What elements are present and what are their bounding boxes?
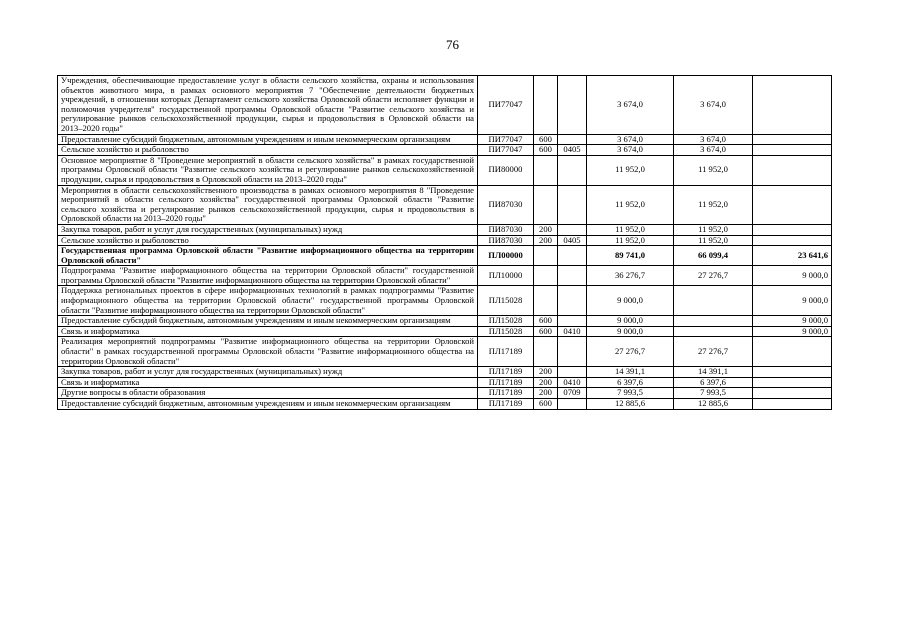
section-code-cell [558,224,587,235]
amount-cell-2: 9 000,0 [753,266,832,286]
section-code-cell [558,399,587,410]
table-row [58,377,832,388]
row-name-cell: Подпрограмма "Развитие информационного общества на территории Орловской области" государственной программы Орловской области "Развитие информационного общества на территории Орловской области" [58,266,478,286]
table-row [58,235,832,246]
table-row [58,266,832,286]
section-code-cell [558,286,587,316]
row-name-cell: Закупка товаров, работ и услуг для государственных (муниципальных) нужд [58,224,478,235]
section-code-cell: 0410 [558,377,587,388]
section-code-cell: 0405 [558,235,587,246]
section-code-cell [558,316,587,327]
amount-cell-2 [753,235,832,246]
total-amount-cell: 12 885,6 [587,399,674,410]
section-code-cell: 0410 [558,326,587,337]
row-name-cell: Связь и информатика [58,326,478,337]
target-article-code-cell: ПЛ17189 [478,337,534,367]
expense-type-cell: 200 [534,367,558,378]
table-row [58,246,832,266]
row-name-cell: Основное мероприятие 8 "Проведение мероприятий в области сельского хозяйства" в рамках государственной программы Орловской области "Развитие сельского хозяйства и регулирование рынков сельскохозяйственной продукции, сырья и продовольствия в Орловской области на 2013–2020 годы" [58,155,478,185]
amount-cell-1: 11 952,0 [674,235,753,246]
target-article-code-cell: ПЛ17189 [478,388,534,399]
amount-cell-2 [753,76,832,135]
table-row [58,224,832,235]
table-row [58,145,832,156]
section-code-cell [558,185,587,224]
amount-cell-1: 12 885,6 [674,399,753,410]
section-code-cell: 0405 [558,145,587,156]
amount-cell-2 [753,155,832,185]
total-amount-cell: 11 952,0 [587,224,674,235]
target-article-code-cell: ПЛ15028 [478,316,534,327]
total-amount-cell: 27 276,7 [587,337,674,367]
section-code-cell [558,266,587,286]
row-name-cell: Предоставление субсидий бюджетным, автономным учреждениям и иным некоммерческим организациям [58,399,478,410]
expense-type-cell: 600 [534,145,558,156]
amount-cell-2: 9 000,0 [753,286,832,316]
amount-cell-2: 9 000,0 [753,316,832,327]
row-name-cell: Учреждения, обеспечивающие предоставление услуг в области сельского хозяйства, охраны и использования объектов животного мира, в рамках основного мероприятия 7 "Обеспечение деятельности бюджетных учреждений, в отношении которых Департамент сельского хозяйства Орловской области исполняет функции и полномочия учредителя" государственной программы Орловской области "Развитие сельского хозяйства и регулирование рынков сельскохозяйственной продукции, сырья и продовольствия в Орловской области на 2013–2020 годы" [58,76,478,135]
target-article-code-cell: ПЛ00000 [478,246,534,266]
target-article-code-cell: ПИ77047 [478,76,534,135]
expense-type-cell: 200 [534,377,558,388]
target-article-code-cell: ПИ77047 [478,134,534,145]
total-amount-cell: 36 276,7 [587,266,674,286]
target-article-code-cell: ПИ87030 [478,224,534,235]
budget-table [57,75,832,410]
expense-type-cell [534,76,558,135]
section-code-cell: 0709 [558,388,587,399]
amount-cell-1: 3 674,0 [674,145,753,156]
amount-cell-1: 3 674,0 [674,134,753,145]
target-article-code-cell: ПИ87030 [478,185,534,224]
expense-type-cell [534,155,558,185]
row-name-cell: Предоставление субсидий бюджетным, автономным учреждениям и иным некоммерческим организациям [58,134,478,145]
target-article-code-cell: ПЛ17189 [478,377,534,388]
amount-cell-1: 11 952,0 [674,224,753,235]
row-name-cell: Поддержка региональных проектов в сфере информационных технологий в рамках подпрограммы "Развитие информационного общества на территории Орловской области" государственной программы Орловской области "Развитие информационного общества на территории Орловской области" [58,286,478,316]
amount-cell-2: 9 000,0 [753,326,832,337]
table-row [58,134,832,145]
total-amount-cell: 11 952,0 [587,155,674,185]
target-article-code-cell: ПЛ15028 [478,326,534,337]
section-code-cell [558,246,587,266]
section-code-cell [558,134,587,145]
row-name-cell: Связь и информатика [58,377,478,388]
amount-cell-2 [753,134,832,145]
expense-type-cell [534,266,558,286]
table-row [58,326,832,337]
amount-cell-1: 3 674,0 [674,76,753,135]
amount-cell-1: 7 993,5 [674,388,753,399]
expense-type-cell [534,185,558,224]
table-row [58,367,832,378]
total-amount-cell: 89 741,0 [587,246,674,266]
table-row [58,155,832,185]
table-row [58,337,832,367]
amount-cell-2 [753,224,832,235]
target-article-code-cell: ПИ77047 [478,145,534,156]
amount-cell-1: 66 099,4 [674,246,753,266]
total-amount-cell: 3 674,0 [587,134,674,145]
amount-cell-1 [674,326,753,337]
section-code-cell [558,76,587,135]
total-amount-cell: 7 993,5 [587,388,674,399]
total-amount-cell: 3 674,0 [587,76,674,135]
target-article-code-cell: ПИ87030 [478,235,534,246]
amount-cell-2 [753,399,832,410]
table-row [58,388,832,399]
total-amount-cell: 14 391,1 [587,367,674,378]
expense-type-cell: 600 [534,399,558,410]
amount-cell-2 [753,145,832,156]
amount-cell-2 [753,377,832,388]
target-article-code-cell: ПИ80000 [478,155,534,185]
section-code-cell [558,155,587,185]
total-amount-cell: 3 674,0 [587,145,674,156]
expense-type-cell [534,337,558,367]
row-name-cell: Реализация мероприятий подпрограммы "Развитие информационного общества на территории Орловской области" в рамках государственной программы Орловской области "Развитие информационного общества на территории Орловской области" [58,337,478,367]
table-row [58,76,832,135]
section-code-cell [558,337,587,367]
section-code-cell [558,367,587,378]
row-name-cell: Предоставление субсидий бюджетным, автономным учреждениям и иным некоммерческим организациям [58,316,478,327]
expense-type-cell [534,286,558,316]
amount-cell-1: 27 276,7 [674,266,753,286]
budget-table-body [58,76,832,410]
target-article-code-cell: ПЛ17189 [478,399,534,410]
amount-cell-1: 27 276,7 [674,337,753,367]
expense-type-cell: 200 [534,224,558,235]
table-row [58,399,832,410]
row-name-cell: Сельское хозяйство и рыболовство [58,235,478,246]
amount-cell-1: 11 952,0 [674,185,753,224]
amount-cell-1: 14 391,1 [674,367,753,378]
amount-cell-1 [674,286,753,316]
expense-type-cell: 600 [534,326,558,337]
total-amount-cell: 11 952,0 [587,235,674,246]
table-row [58,185,832,224]
amount-cell-2 [753,367,832,378]
amount-cell-1: 6 397,6 [674,377,753,388]
amount-cell-1 [674,316,753,327]
expense-type-cell: 200 [534,388,558,399]
row-name-cell: Государственная программа Орловской области "Развитие информационного общества на территории Орловской области" [58,246,478,266]
row-name-cell: Закупка товаров, работ и услуг для государственных (муниципальных) нужд [58,367,478,378]
total-amount-cell: 6 397,6 [587,377,674,388]
table-row [58,316,832,327]
amount-cell-2 [753,388,832,399]
expense-type-cell: 200 [534,235,558,246]
expense-type-cell: 600 [534,316,558,327]
target-article-code-cell: ПЛ17189 [478,367,534,378]
amount-cell-2: 23 641,6 [753,246,832,266]
total-amount-cell: 11 952,0 [587,185,674,224]
total-amount-cell: 9 000,0 [587,326,674,337]
row-name-cell: Другие вопросы в области образования [58,388,478,399]
row-name-cell: Мероприятия в области сельскохозяйственного производства в рамках основного мероприятия 8 "Проведение мероприятий в области сельского хозяйства" государственной программы Орловской области "Развитие сельского хозяйства и регулирование рынков сельскохозяйственной продукции, сырья и продовольствия в Орловской области на 2013–2020 годы" [58,185,478,224]
amount-cell-2 [753,337,832,367]
total-amount-cell: 9 000,0 [587,316,674,327]
amount-cell-1: 11 952,0 [674,155,753,185]
page-number: 76 [446,37,459,52]
total-amount-cell: 9 000,0 [587,286,674,316]
table-row [58,286,832,316]
target-article-code-cell: ПЛ10000 [478,266,534,286]
amount-cell-2 [753,185,832,224]
target-article-code-cell: ПЛ15028 [478,286,534,316]
expense-type-cell: 600 [534,134,558,145]
expense-type-cell [534,246,558,266]
row-name-cell: Сельское хозяйство и рыболовство [58,145,478,156]
